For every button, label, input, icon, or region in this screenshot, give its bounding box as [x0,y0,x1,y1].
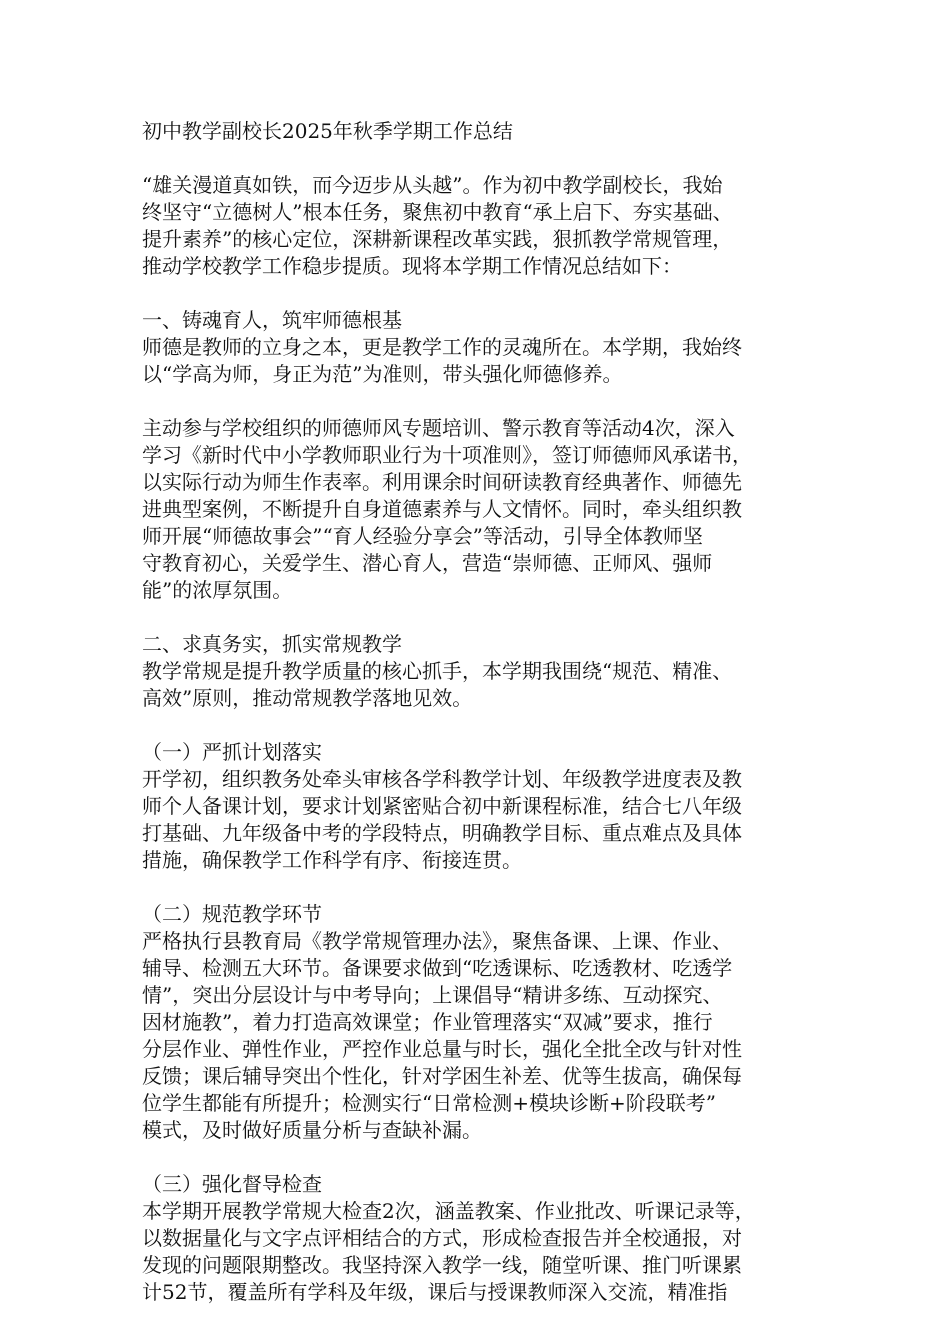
paragraph-block [142,901,830,1144]
paragraph-line: 情”，突出分层设计与中考导向；上课倡导“精讲多练、互动探究、 [142,983,723,1007]
paragraph-line: 本学期开展教学常规大检查2次，涵盖教案、作业批改、听课记录等， [142,1199,755,1223]
paragraph-line: 因材施教”，着力打造高效课堂；作业管理落实“双减”要求，推行 [142,1010,713,1034]
section-heading: （一）严抓计划落实 [142,740,322,764]
paragraph-line: 推动学校教学工作稳步提质。现将本学期工作情况总结如下： [142,254,682,278]
section-heading: 二、求真务实，抓实常规教学 [142,632,402,656]
paragraph-line: 进典型案例，不断提升自身道德素养与人文情怀。同时，牵头组织教 [142,497,742,521]
paragraph-line: 辅导、检测五大环节。备课要求做到“吃透课标、吃透教材、吃透学 [142,956,733,980]
paragraph-line: 开学初，组织教务处牵头审核各学科教学计划、年级教学进度表及教 [142,767,742,791]
paragraph-line: 发现的问题限期整改。我坚持深入教学一线，随堂听课、推门听课累 [142,1253,742,1277]
section-heading: 一、铸魂育人，筑牢师德根基 [142,308,402,332]
paragraph-block [142,1171,830,1306]
paragraph-block [142,739,830,874]
paragraph-line: 提升素养”的核心定位，深耕新课程改革实践，狠抓教学常规管理， [142,227,733,251]
paragraph-block [142,307,830,388]
paragraph-line: 师个人备课计划，要求计划紧密贴合初中新课程标准，结合七八年级 [142,794,742,818]
paragraph-line: 以实际行动为师生作表率。利用课余时间研读教育经典著作、师德先 [142,470,742,494]
paragraph-line: 严格执行县教育局《教学常规管理办法》，聚焦备课、上课、作业、 [142,929,732,953]
document-title: 初中教学副校长2025年秋季学期工作总结 [142,119,513,143]
paragraph-block [142,172,830,280]
paragraph-line: 打基础、九年级备中考的学段特点，明确教学目标、重点难点及具体 [142,821,742,845]
paragraph-line: 计52节，覆盖所有学科及年级，课后与授课教师深入交流，精准指 [142,1280,728,1304]
paragraph-line: 措施，确保教学工作科学有序、衔接连贯。 [142,848,522,872]
paragraph-block [142,631,830,712]
paragraph-line: 主动参与学校组织的师德师风专题培训、警示教育等活动4次，深入 [142,416,735,440]
paragraph-line: 以“学高为师，身正为范”为准则，带头强化师德修养。 [142,362,623,386]
paragraph-line: 学习《新时代中小学教师职业行为十项准则》，签订师德师风承诺书， [142,443,752,467]
paragraph-line: 师开展“师德故事会”“育人经验分享会”等活动，引导全体教师坚 [142,524,703,548]
paragraph-line: 能”的浓厚氛围。 [142,578,293,602]
paragraph-line: 高效”原则，推动常规教学落地见效。 [142,686,473,710]
paragraph-line: 师德是教师的立身之本，更是教学工作的灵魂所在。本学期，我始终 [142,335,742,359]
section-heading: （三）强化督导检查 [142,1172,322,1196]
document-page [142,118,830,1306]
paragraph-line: 反馈；课后辅导突出个性化，针对学困生补差、优等生拔高，确保每 [142,1064,742,1088]
document-body [142,172,830,1306]
paragraph-line: 以数据量化与文字点评相结合的方式，形成检查报告并全校通报，对 [142,1226,742,1250]
paragraph-block [142,415,830,604]
paragraph-line: 位学生都能有所提升；检测实行“日常检测+模块诊断+阶段联考” [142,1091,716,1115]
section-heading: （二）规范教学环节 [142,902,322,926]
paragraph-line: 教学常规是提升教学质量的核心抓手，本学期我围绕“规范、精准、 [142,659,733,683]
paragraph-line: 守教育初心，关爱学生、潜心育人，营造“崇师德、正师风、强师 [142,551,713,575]
paragraph-line: 终坚守“立德树人”根本任务，聚焦初中教育“承上启下、夯实基础、 [142,200,733,224]
paragraph-line: 分层作业、弹性作业，严控作业总量与时长，强化全批全改与针对性 [142,1037,742,1061]
paragraph-line: “雄关漫道真如铁，而今迈步从头越”。作为初中教学副校长，我始 [142,173,723,197]
paragraph-line: 模式，及时做好质量分析与查缺补漏。 [142,1118,482,1142]
